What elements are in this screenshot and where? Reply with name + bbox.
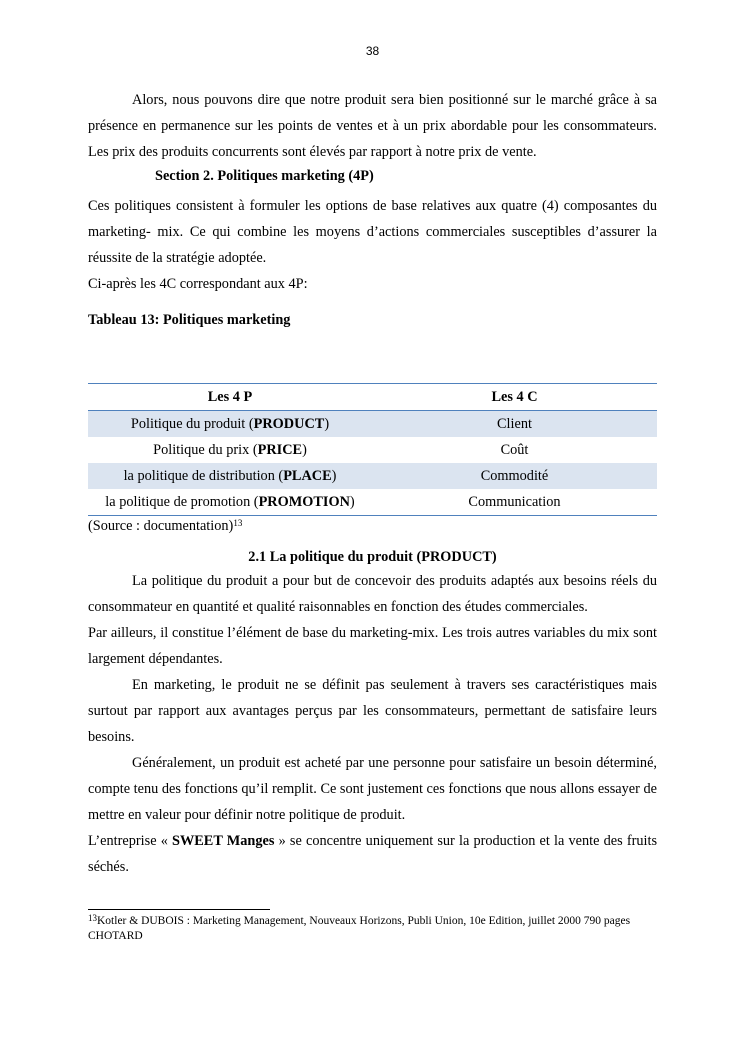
paragraph-product-functions: Généralement, un produit est acheté par une personne pour satisfaire un besoin déterminé, compte tenu des fonctions qu’il remplit. Ce sont justement ces fonctions que nous allons essayer de mettre en valeur pour définir notre politique de produit. <box>88 755 657 823</box>
marketing-table-wrap <box>88 383 657 536</box>
paragraph-policies: Ces politiques consistent à formuler les options de base relatives aux quatre (4) composantes du marketing- mix. Ce qui combine les moyens d’actions commerciales susceptibles d’assurer la réussite de la stratégie adoptée. <box>88 198 657 266</box>
marketing-table <box>88 384 657 515</box>
table-row <box>88 489 657 515</box>
body-bottom <box>88 546 657 880</box>
table-caption: Tableau 13: Politiques marketing <box>88 312 291 328</box>
cell-4c: Communication <box>468 493 561 510</box>
table-header-row <box>88 384 657 411</box>
paragraph-product-policy: La politique du produit a pour but de concevoir des produits adaptés aux besoins réels du consommateur en quantité et qualité raisonnables en fonction des études commerciales. <box>88 573 657 615</box>
footnote-separator <box>88 909 270 910</box>
cell-4c: Coût <box>500 441 529 458</box>
cell-4c: Client <box>372 411 657 438</box>
footnote-ref: 13 <box>233 518 243 528</box>
page-number: 38 <box>365 44 380 58</box>
cell-4p: la politique de promotion (PROMOTION) <box>105 493 355 510</box>
header-4c: Les 4 C <box>372 384 657 411</box>
body-top <box>88 87 657 331</box>
section-heading: Section 2. Politiques marketing (4P) <box>155 168 374 184</box>
cell-4c: Commodité <box>372 463 657 489</box>
paragraph-mix-base: Par ailleurs, il constitue l’élément de base du marketing-mix. Les trois autres variables du mix sont largement dépendantes. <box>88 625 657 667</box>
header-4p: Les 4 P <box>88 384 372 411</box>
marketing-table-border <box>88 383 657 516</box>
footnote-number: 13 <box>88 913 97 923</box>
cell-4p: Politique du produit (PRODUCT) <box>88 411 372 438</box>
cell-4p: la politique de distribution (PLACE) <box>88 463 372 489</box>
paragraph-product-definition: En marketing, le produit ne se définit pas seulement à travers ses caractéristiques mais surtout par rapport aux avantages perçus par les consommateurs, permettant de satisfaire leurs besoins. <box>88 677 657 745</box>
paragraph-company: L’entreprise « SWEET Manges » se concentre uniquement sur la production et la vente des fruits séchés. <box>88 833 658 875</box>
footnote: $^{13}$Kotler & DUBOIS : Marketing Management, Nouveaux Horizons, Publi Union, 10e Edition, juillet 2000 790 pages CHOTARD <box>88 913 631 942</box>
paragraph-4c-intro: Ci-après les 4C correspondant aux 4P: <box>88 276 308 292</box>
paragraph-positioning: Alors, nous pouvons dire que notre produit sera bien positionné sur le marché grâce à sa présence en permanence sur les points de ventes et à un prix abordable pour les consommateurs. Les prix des produits concurrents sont élevés par rapport à notre prix de vente. <box>88 92 657 160</box>
subheading-product-policy: 2.1 La politique du produit (PRODUCT) <box>248 549 497 565</box>
table-row <box>88 411 657 438</box>
table-row <box>88 463 657 489</box>
table-row <box>88 437 657 463</box>
table-source: (Source : documentation)$^{13}$ <box>88 518 243 534</box>
cell-4p: Politique du prix (PRICE) <box>153 441 307 458</box>
